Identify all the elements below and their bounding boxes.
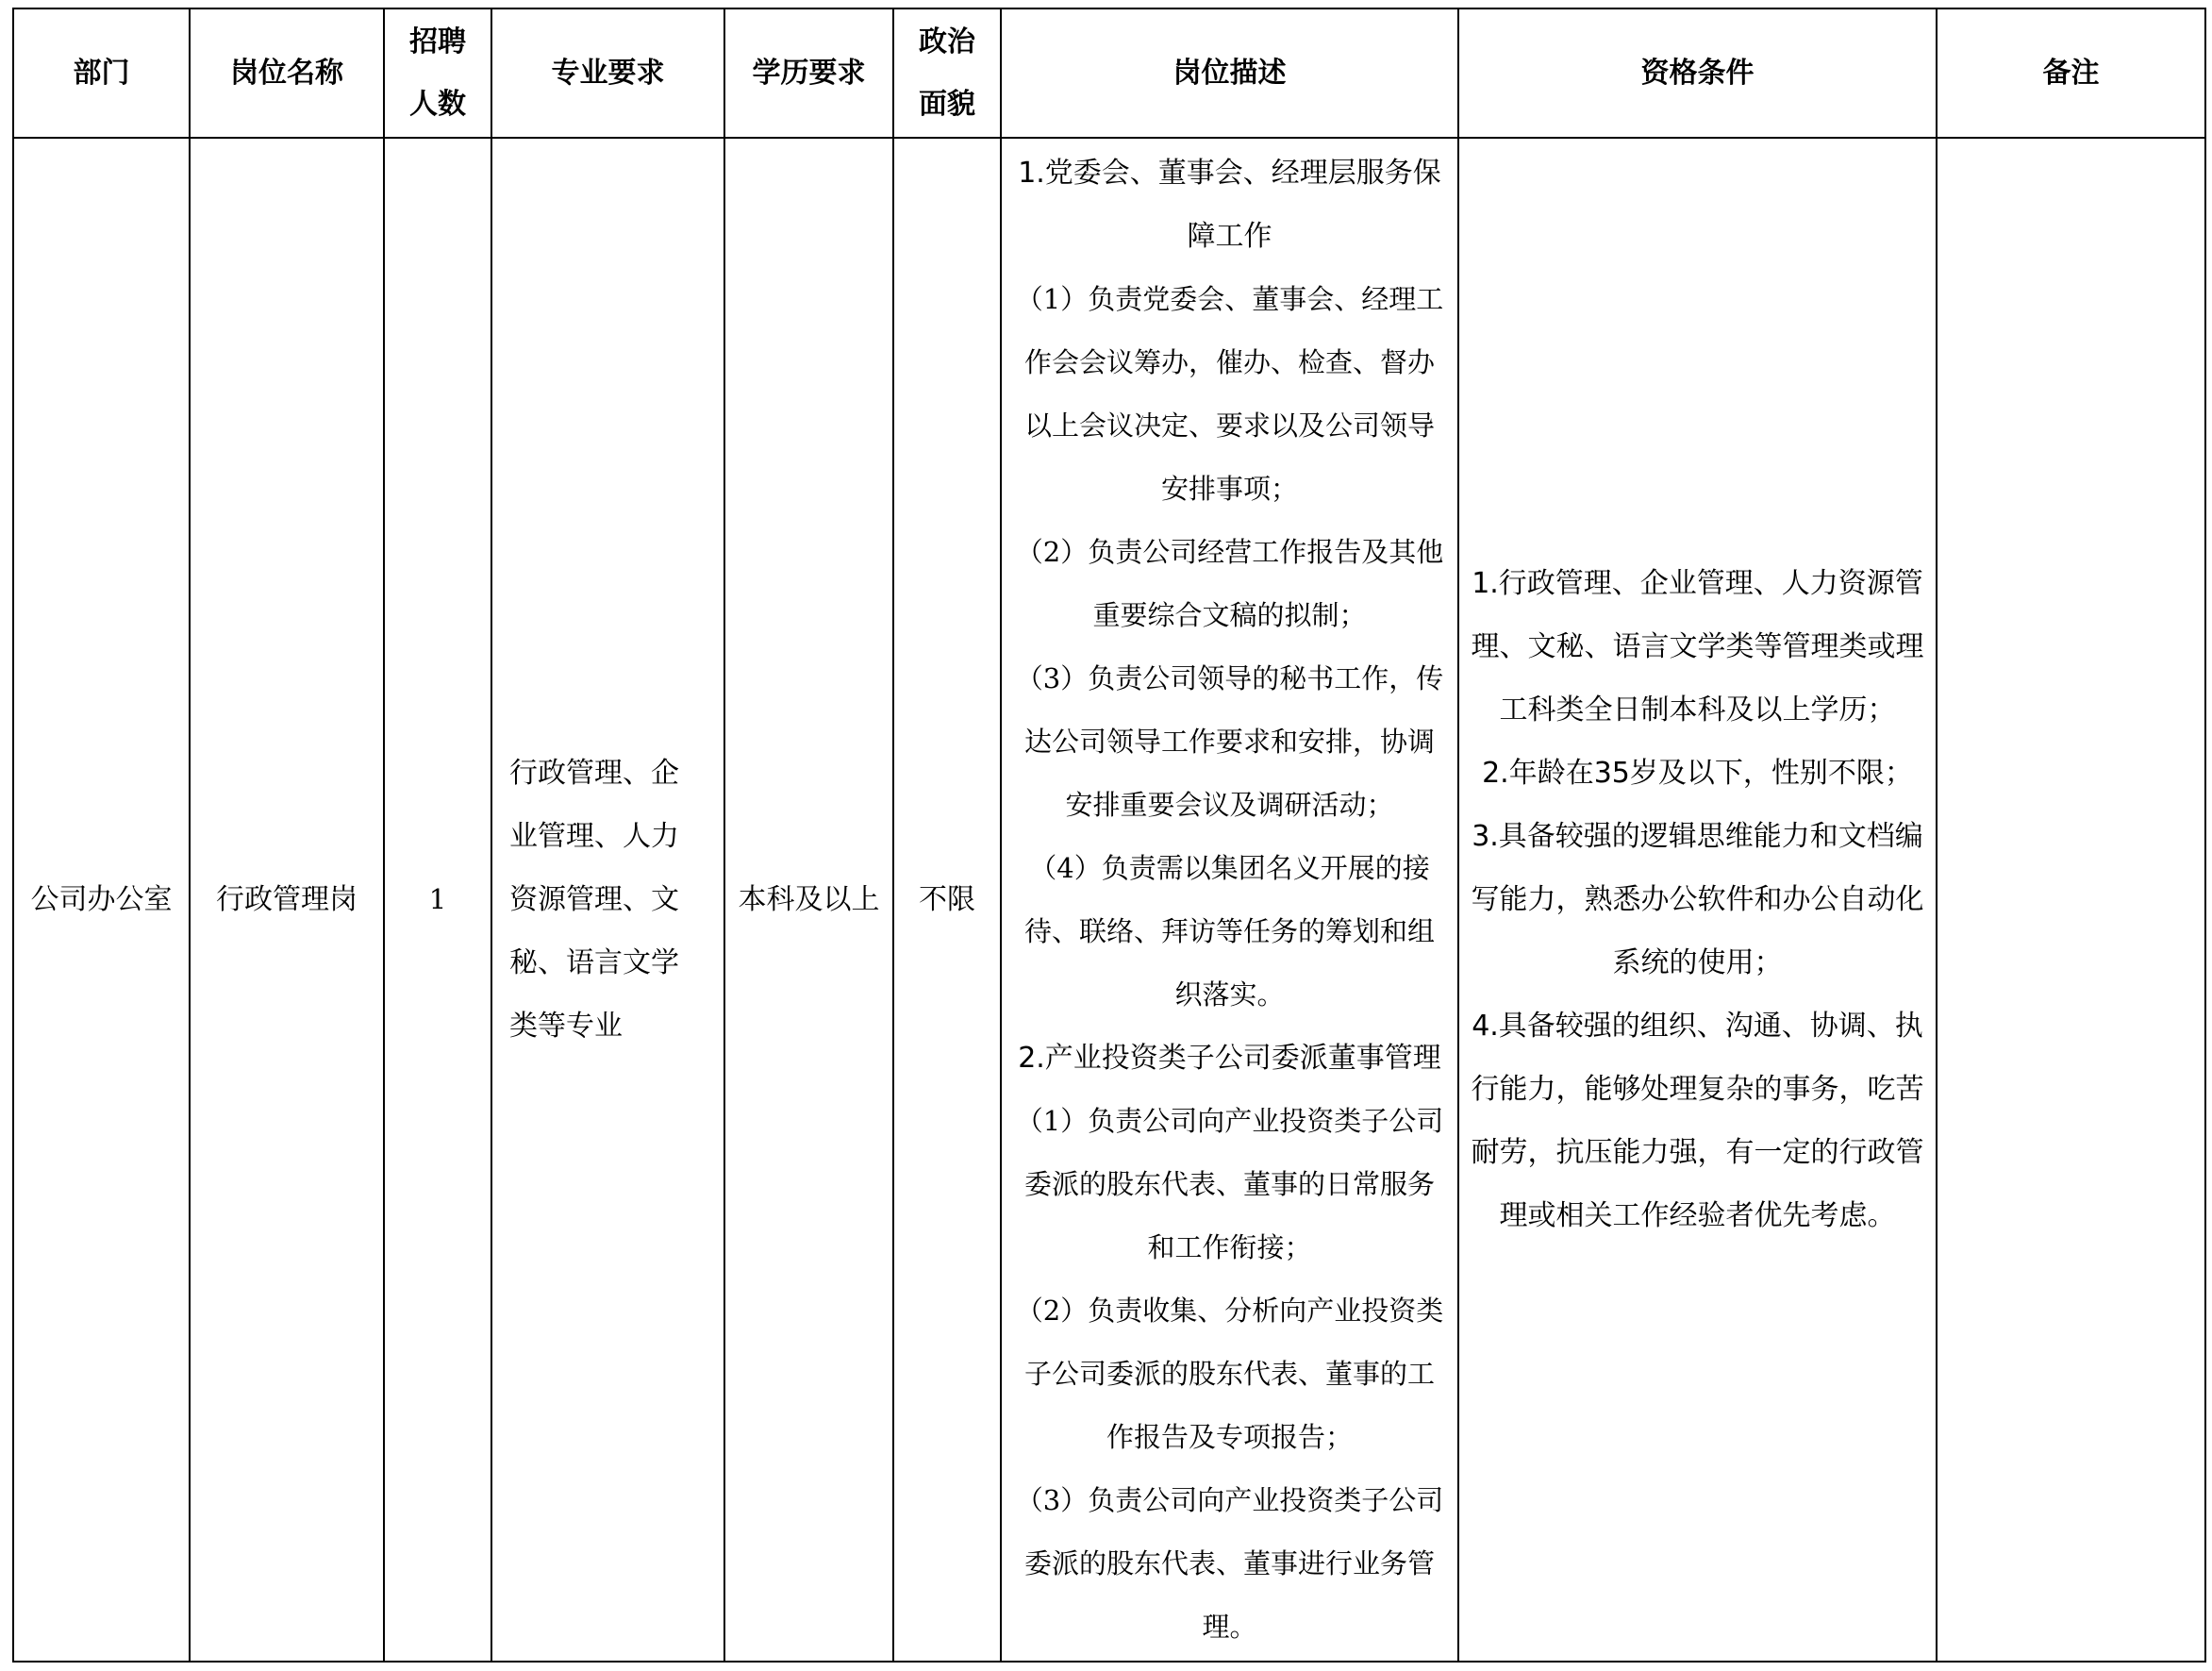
header-qualifications: 资格条件 [1458, 8, 1937, 138]
header-headcount-line2: 人数 [409, 87, 466, 121]
cell-description [1001, 138, 1458, 1662]
cell-remarks [1937, 138, 2205, 1662]
cell-political: 不限 [893, 138, 1001, 1662]
recruitment-table [12, 8, 2206, 1663]
header-political [893, 8, 1001, 138]
cell-major [491, 138, 724, 1662]
header-position: 岗位名称 [190, 8, 384, 138]
qualification-item: 3.具备较强的逻辑思维能力和文档编写能力，熟悉办公软件和办公自动化系统的使用； [1471, 820, 1924, 979]
description-item: （4）负责需以集团名义开展的接待、联络、拜访等任务的筹划和组织落实。 [1023, 851, 1435, 1011]
description-heading-1: 1.党委会、董事会、经理层服务保障工作 [1018, 156, 1441, 253]
description-item: （3）负责公司领导的秘书工作，传达公司领导工作要求和安排，协调安排重要会议及调研活动； [1015, 661, 1444, 821]
header-headcount [384, 8, 491, 138]
description-item: （1）负责党委会、董事会、经理工作会会议筹办，催办、检查、督办以上会议决定、要求以及公司领导安排事项； [1015, 282, 1444, 505]
header-political-line2: 面貌 [919, 87, 975, 121]
description-heading-2: 2.产业投资类子公司委派董事管理 [1018, 1041, 1441, 1075]
table-row [13, 138, 2205, 1662]
header-remarks: 备注 [1937, 8, 2205, 138]
cell-department: 公司办公室 [13, 138, 190, 1662]
header-department: 部门 [13, 8, 190, 138]
cell-qualifications [1458, 138, 1937, 1662]
cell-position: 行政管理岗 [190, 138, 384, 1662]
header-education: 学历要求 [724, 8, 893, 138]
header-major: 专业要求 [491, 8, 724, 138]
description-item: （2）负责公司经营工作报告及其他重要综合文稿的拟制； [1015, 535, 1444, 631]
qualification-item: 4.具备较强的组织、沟通、协调、执行能力，能够处理复杂的事务，吃苦耐劳，抗压能力强，有一定的行政管理或相关工作经验者优先考虑。 [1471, 1010, 1924, 1232]
qualification-item: 1.行政管理、企业管理、人力资源管理、文秘、语言文学类等管理类或理工科类全日制本科及以上学历； [1471, 567, 1924, 727]
header-description: 岗位描述 [1001, 8, 1458, 138]
cell-major-text: 行政管理、企业管理、人力资源管理、文秘、语言文学类等专业 [509, 757, 679, 1043]
description-item: （2）负责收集、分析向产业投资类子公司委派的股东代表、董事的工作报告及专项报告； [1015, 1294, 1444, 1453]
description-item: （1）负责公司向产业投资类子公司委派的股东代表、董事的日常服务和工作衔接； [1015, 1104, 1444, 1263]
header-headcount-line1: 招聘 [409, 25, 466, 58]
cell-headcount: 1 [384, 138, 491, 1662]
header-political-line1: 政治 [919, 25, 975, 58]
qualification-item: 2.年龄在35岁及以下，性别不限； [1482, 757, 1913, 790]
cell-education: 本科及以上 [724, 138, 893, 1662]
header-row [13, 8, 2205, 138]
description-item: （3）负责公司向产业投资类子公司委派的股东代表、董事进行业务管理。 [1015, 1483, 1444, 1643]
